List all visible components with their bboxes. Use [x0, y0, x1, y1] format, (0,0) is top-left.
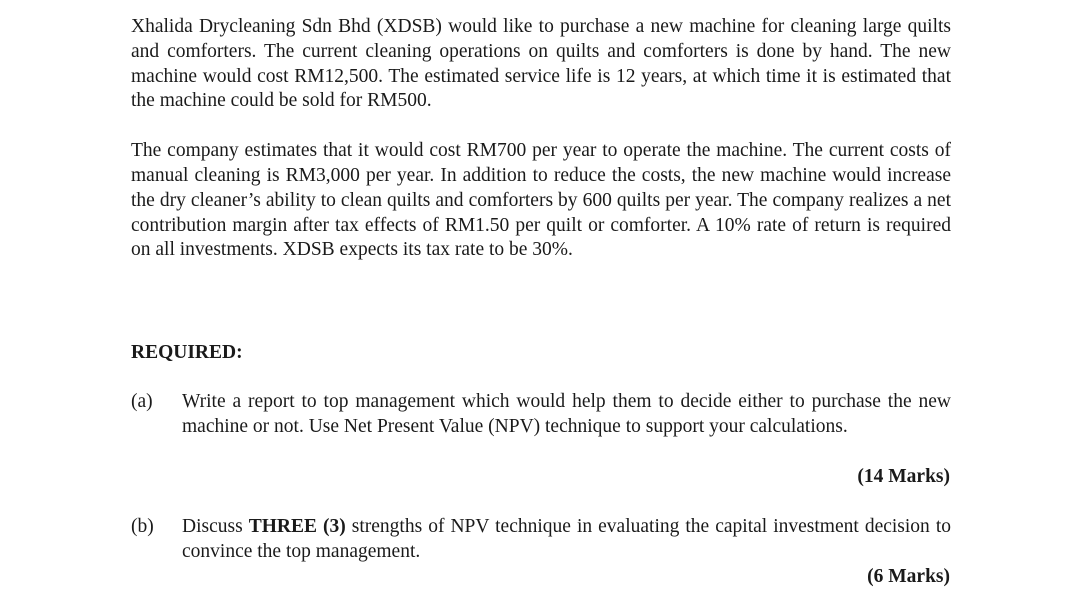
question-a-label: (a) — [131, 391, 153, 412]
case-paragraph-1: Xhalida Drycleaning Sdn Bhd (XDSB) would like to purchase a new machine for cleaning large quilts and comforters. The current cleaning operations on quilts and comforters is done by hand. The new machine would cost RM12,500. The estimated service life is 12 years, at which time it is estimated that the machine could be sold for RM500. — [131, 16, 951, 112]
question-a-marks: (14 Marks) — [857, 466, 950, 487]
question-b-emphasis: THREE (3) — [248, 516, 346, 537]
question-b-marks: (6 Marks) — [867, 566, 950, 587]
question-b-text-after: strengths of NPV technique in evaluating the capital investment decision to convince the top management. — [182, 516, 951, 562]
question-a-text: Write a report to top management which would help them to decide either to purchase the new machine or not. Use Net Present Value (NPV) technique to support your calculations. — [182, 391, 951, 437]
question-b-text — [182, 515, 951, 565]
required-heading: REQUIRED: — [131, 342, 243, 363]
case-description — [131, 15, 951, 263]
question-a — [131, 390, 951, 440]
case-paragraph-2: The company estimates that it would cost RM700 per year to operate the machine. The current costs of manual cleaning is RM3,000 per year. In addition to reduce the costs, the new machine would increase the dry cleaner’s ability to clean quilts and comforters by 600 quilts per year. The company realizes a net contribution margin after tax effects of RM1.50 per quilt or comforter. A 10% rate of return is required on all investments. XDSB expects its tax rate to be 30%. — [131, 140, 951, 261]
question-b-label: (b) — [131, 516, 154, 537]
question-b-text-before: Discuss — [182, 516, 249, 537]
question-b — [131, 515, 951, 565]
